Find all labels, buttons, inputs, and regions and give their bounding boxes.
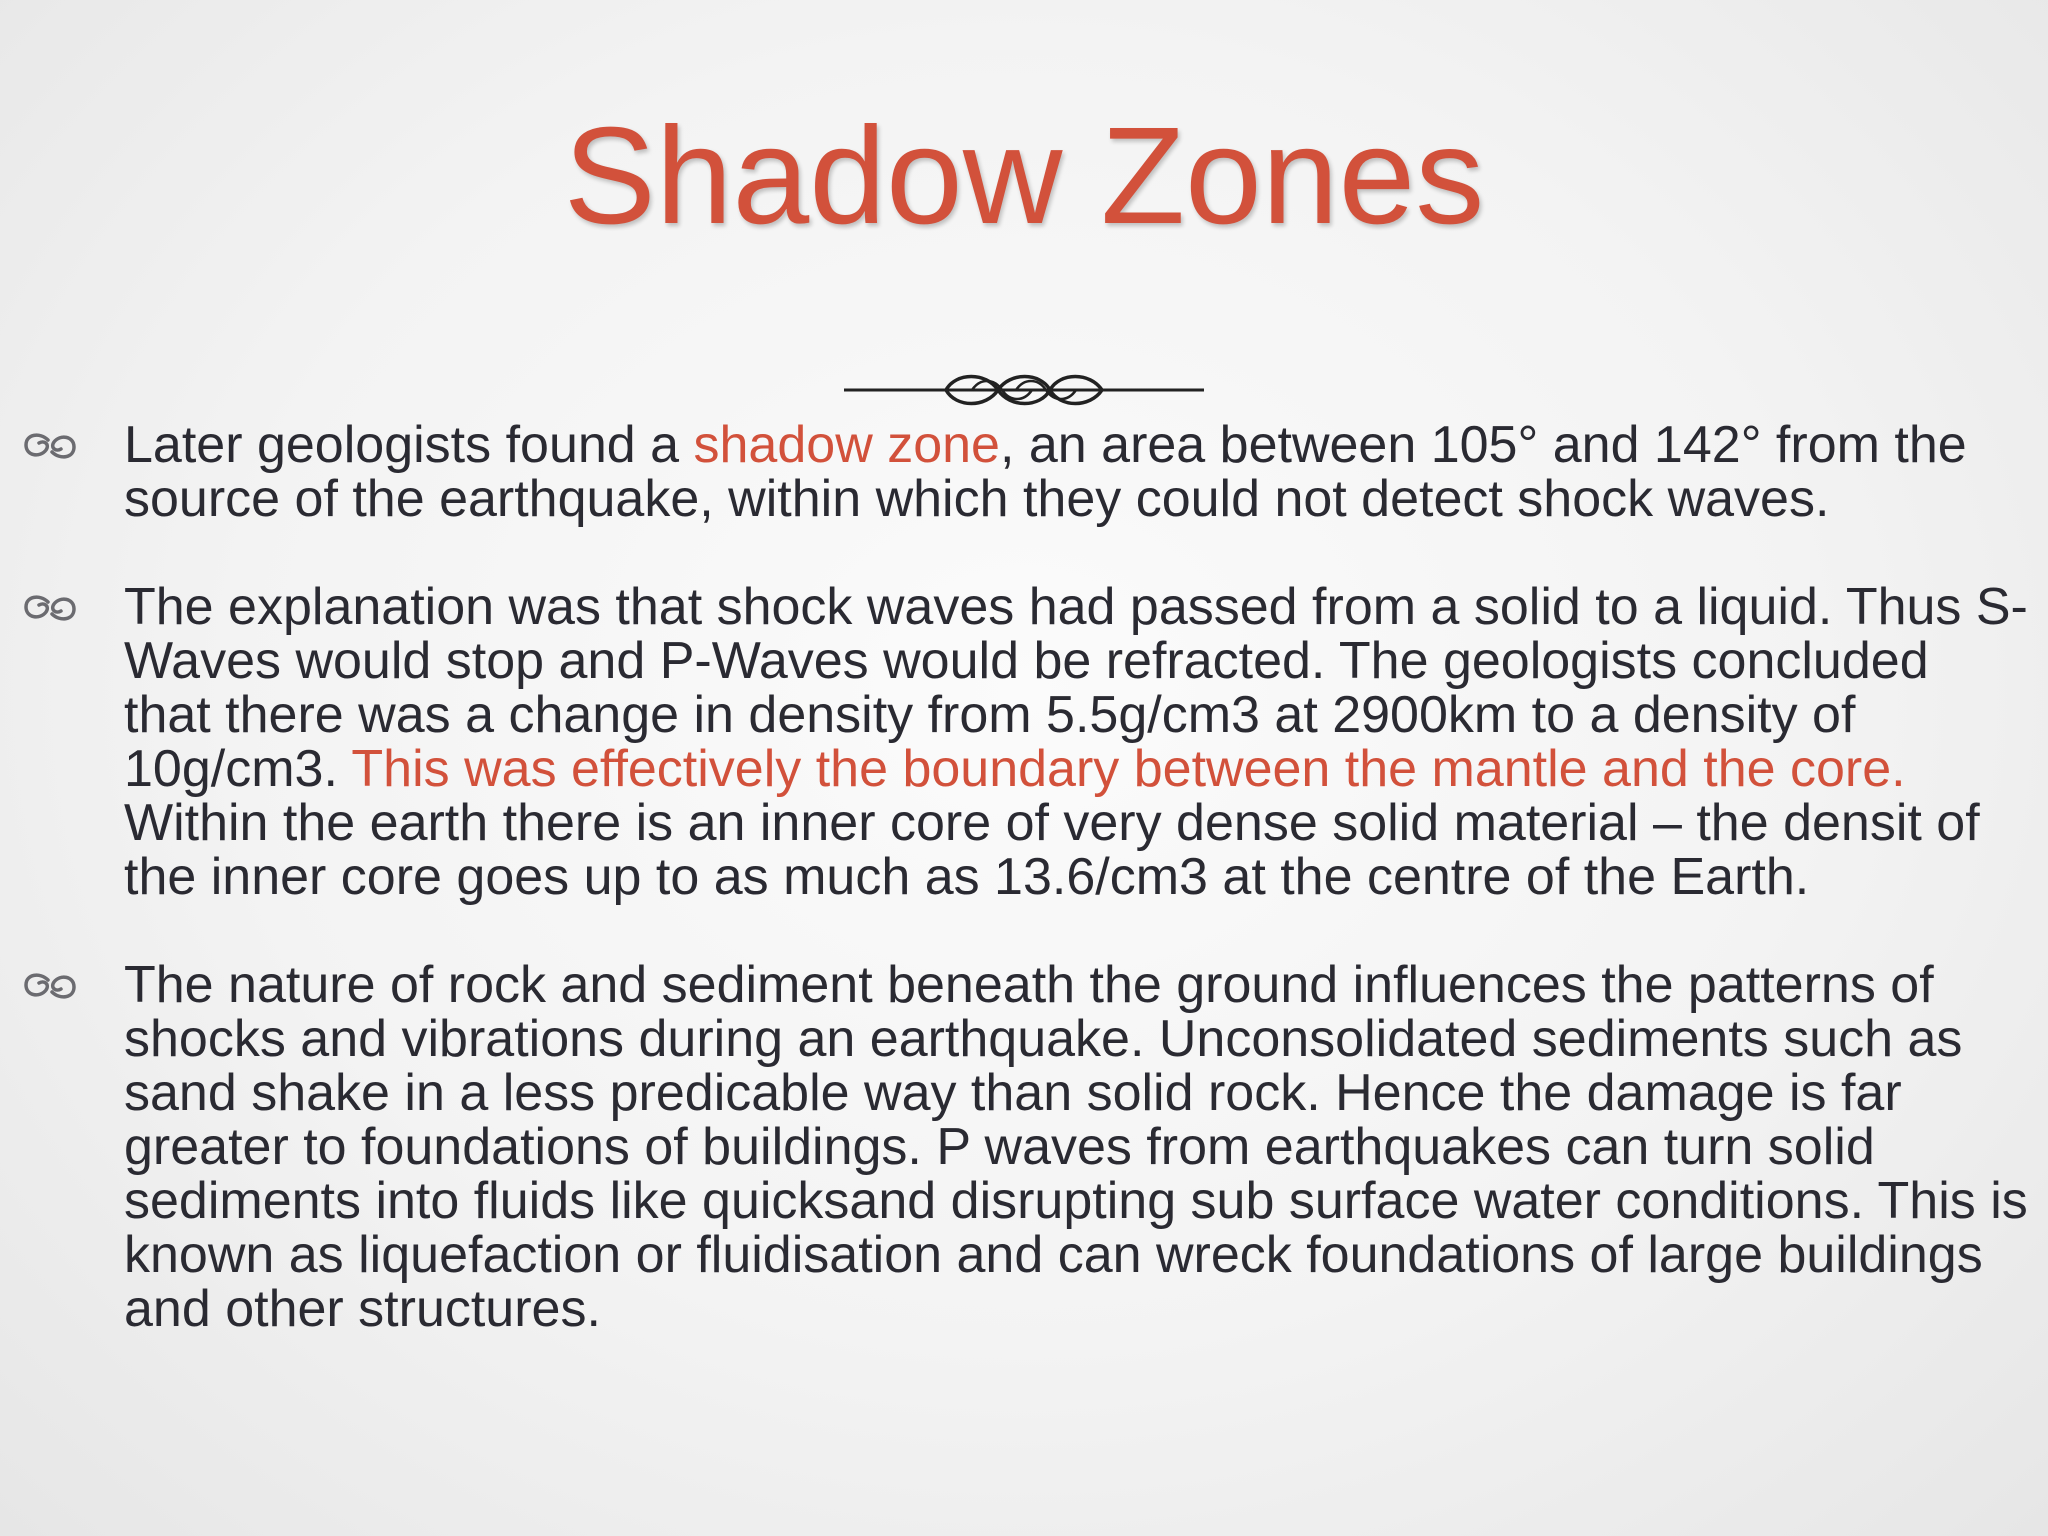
highlight-shadow-zone: shadow zone <box>693 416 1000 474</box>
fleuron-bullet-icon <box>22 972 80 1000</box>
fleuron-bullet-icon <box>22 432 80 460</box>
bullet-text: Later geologists found a <box>124 416 694 474</box>
bullet-text: Within the earth there is an inner core of very dense solid material – the densit of the inner core goes up to as much as 13.6/cm3 at the centre of the Earth. <box>124 794 1980 906</box>
bullet-text: , an area between 105° and 142° from the source of the earthquake, within which they could not detect shock waves. <box>124 416 1967 528</box>
bullet-list <box>0 418 2048 1336</box>
bullet-text: The explanation was that shock waves had passed from a solid to a liquid. Thus S-Waves would stop and P-Waves would be refracted. The geologists concluded that there was a change in density from 5.5g/cm3 at 2900km to a density of 10g/cm3. <box>124 578 2028 798</box>
fleuron-bullet-icon <box>22 594 80 622</box>
bullet-item-explanation <box>0 580 2048 904</box>
bullet-item-shadow-zone <box>0 418 2048 526</box>
highlight-mantle-core-boundary: This was effectively the boundary between the mantle and the core. <box>351 740 1906 798</box>
scroll-divider-icon <box>844 368 1204 412</box>
slide-title: Shadow Zones <box>563 99 1485 253</box>
bullet-item-sediment <box>0 958 2048 1336</box>
bullet-text: The nature of rock and sediment beneath the ground influences the patterns of shocks and vibrations during an earthquake. Unconsolidated sediments such as sand shake in a less predicable way than solid rock. Hence the damage is far greater to foundations of buildings. P waves from earthquakes can turn solid sediments into fluids like quicksand disrupting sub surface water conditions. This is known as liquefaction or fluidisation and can wreck foundations of large buildings and other structures. <box>124 956 2028 1338</box>
